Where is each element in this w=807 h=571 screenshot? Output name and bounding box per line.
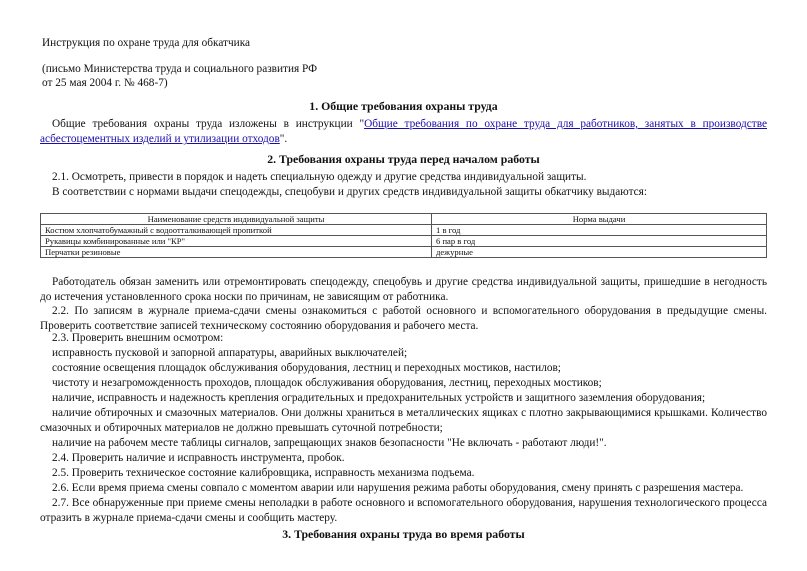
paragraph-2-6: 2.6. Если время приема смены совпало с моментом аварии или нарушения режима работы оборудования, смену принять с разрешения мастера. (52, 482, 744, 494)
table-header-cell: Норма выдачи (432, 214, 767, 225)
table-header-cell: Наименование средств индивидуальной защиты (41, 214, 432, 225)
paragraph-2-3: 2.3. Проверить внешним осмотром: (52, 332, 224, 344)
section1-text-before: Общие требования охраны труда изложены в инструкции " (52, 118, 365, 130)
section1-paragraph (40, 117, 767, 148)
paragraph-2-4: 2.4. Проверить наличие и исправность инструмента, пробок. (52, 452, 345, 464)
paragraph-employer: Работодатель обязан заменить или отремонтировать спецодежду, спецобувь и другие средства индивидуальной защиты, пришедшие в негодность до истечения установленного срока носки по причинам, не зависящим от работника. (40, 276, 767, 304)
paragraph-2-5: 2.5. Проверить техническое состояние калибровщика, исправность механизма подъема. (52, 467, 475, 479)
table-cell: 1 в год (432, 225, 767, 236)
general-requirements-link[interactable]: Общие требования по охране труда для работников, занятых в производстве асбестоцементных изделий и утилизации отходов (40, 118, 767, 146)
table-row (41, 247, 767, 258)
table-row (41, 236, 767, 247)
check-item: исправность пусковой и запорной аппаратуры, аварийных выключателей; (52, 347, 408, 359)
section3-heading: 3. Требования охраны труда во время работы (282, 527, 525, 541)
section1-text-after: ". (279, 133, 288, 146)
table-cell: дежурные (432, 247, 767, 258)
check-item: состояние освещения площадок обслуживания оборудования, лестниц и переходных мостиков, настилов; (52, 362, 561, 374)
check-item: чистоту и незагроможденность проходов, площадок обслуживания оборудования, лестниц, переходных мостиков; (52, 377, 602, 389)
section2-heading: 2. Требования охраны труда перед началом работы (267, 152, 540, 166)
paragraph-norms: В соответствии с нормами выдачи спецодежды, спецобуви и других средств индивидуальной защиты обкатчику выдаются: (52, 186, 647, 198)
table-cell: Рукавицы комбинированные или "КР" (41, 236, 432, 247)
table-row (41, 225, 767, 236)
document-title: Инструкция по охране труда для обкатчика (42, 37, 251, 49)
table-header-row (41, 214, 767, 225)
section1-heading: 1. Общие требования охраны труда (309, 99, 498, 113)
table-cell: Перчатки резиновые (41, 247, 432, 258)
letter-reference-line2: от 25 мая 2004 г. № 468-7) (42, 77, 168, 89)
check-item: наличие обтирочных и смазочных материалов. Они должны храниться в металлических ящиках с плотно закрывающимися крышками. Количество смазочных и обтирочных материалов не должно превышать суточной потребности; (40, 407, 767, 435)
ppe-norms-table (40, 213, 767, 258)
table-cell: 6 пар в год (432, 236, 767, 247)
letter-reference-line1: (письмо Министерства труда и социального развития РФ (42, 63, 318, 75)
check-item: наличие, исправность и надежность крепления оградительных и предохранительных устройств и защитного заземления оборудования; (52, 392, 706, 404)
paragraph-2-7: 2.7. Все обнаруженные при приеме смены неполадки в работе основного и вспомогательного оборудования, нарушения технологического процесса отразить в журнале приема-сдачи смены и сообщить мастеру. (40, 497, 767, 525)
paragraph-2-2: 2.2. По записям в журнале приема-сдачи смены ознакомиться с работой основного и вспомогательного оборудования в предыдущие смены. Проверить соответствие записей техническому состоянию оборудования и рабочего места. (40, 305, 767, 333)
check-item: наличие на рабочем месте таблицы сигналов, запрещающих знаков безопасности "Не включать - работают люди!". (52, 437, 607, 449)
table-cell: Костюм хлопчатобумажный с водоотталкивающей пропиткой (41, 225, 432, 236)
paragraph-2-1: 2.1. Осмотреть, привести в порядок и надеть специальную одежду и другие средства индивидуальной защиты. (52, 171, 587, 183)
